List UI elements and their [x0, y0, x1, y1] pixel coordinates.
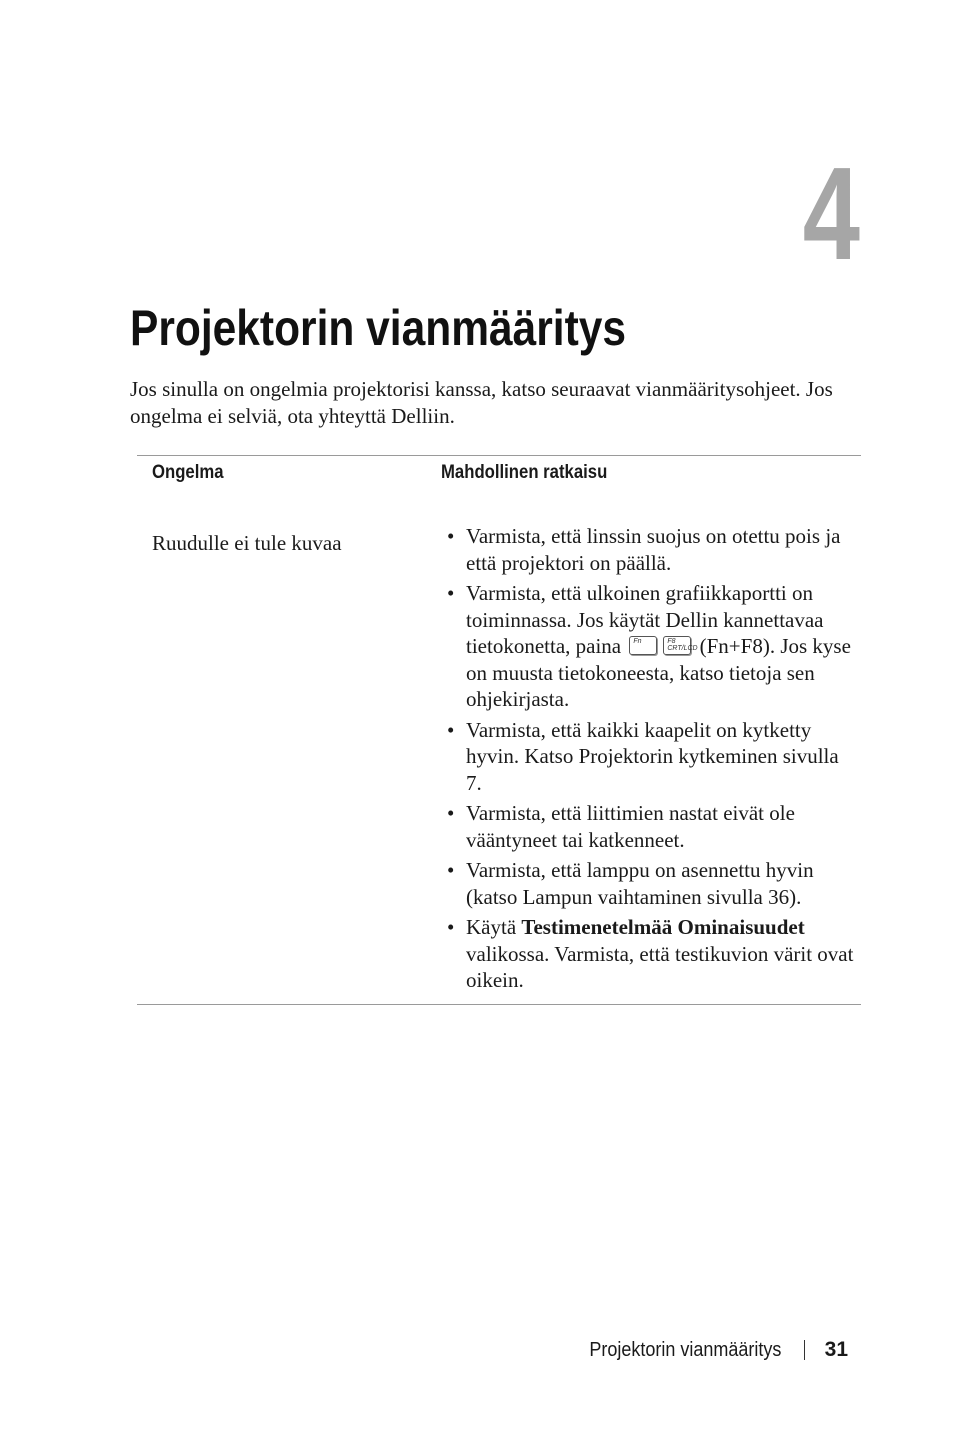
- troubleshooting-table: [137, 455, 861, 1005]
- menu-name: Testimenetelmää Ominaisuudet: [521, 915, 805, 939]
- fn-key-icon: [629, 636, 657, 655]
- solution-list: [445, 523, 855, 994]
- solution-item: • Varmista, että kaikki kaapelit on kytketty hyvin. Katso Projektorin kytkeminen sivulla 7.: [445, 717, 855, 797]
- page-title: Projektorin vianmääritys: [130, 300, 627, 356]
- solution-item: [445, 914, 855, 994]
- solution-item: • Varmista, että linssin suojus on otettu pois ja että projektori on päällä.: [445, 523, 855, 576]
- solution-text: (Fn+F8). Jos kyse on muusta tietokoneesta, katso tietoja sen ohjekirjasta.: [466, 634, 851, 711]
- solution-item: • Varmista, että lamppu on asennettu hyvin (katso Lampun vaihtaminen sivulla 36).: [445, 857, 855, 910]
- problem-cell: Ruudulle ei tule kuvaa: [152, 531, 342, 555]
- table-row: [137, 493, 861, 1004]
- f8-key-label: F8 CRT/LCD: [667, 638, 698, 652]
- f8-key-icon: [663, 636, 698, 655]
- fn-key-label: Fn: [633, 638, 642, 645]
- solution-text: Käytä: [466, 915, 517, 939]
- page-footer: [568, 1338, 848, 1362]
- chapter-number: 4: [802, 140, 860, 287]
- solution-text: Varmista, että ulkoinen grafiikkaportti on toiminnassa. Jos käytät Dellin kannettavaa tietokonetta, paina: [466, 581, 824, 658]
- footer-divider: [804, 1340, 805, 1360]
- solution-text: valikossa. Varmista, että testikuvion värit ovat oikein.: [466, 941, 854, 992]
- header-solution: Mahdollinen ratkaisu: [441, 462, 608, 483]
- solution-item: [445, 580, 855, 713]
- solution-item: • Varmista, että liittimien nastat eivät ole vääntyneet tai katkenneet.: [445, 800, 855, 853]
- footer-title: Projektorin vianmääritys: [589, 1338, 782, 1361]
- intro-paragraph: Jos sinulla on ongelmia projektorisi kanssa, katso seuraavat vianmääritysohjeet. Jos ongelma ei selviä, ota yhteyttä Delliin.: [130, 377, 833, 428]
- page-number: 31: [824, 1338, 848, 1361]
- header-problem: Ongelma: [152, 462, 224, 483]
- table-header: [137, 456, 861, 493]
